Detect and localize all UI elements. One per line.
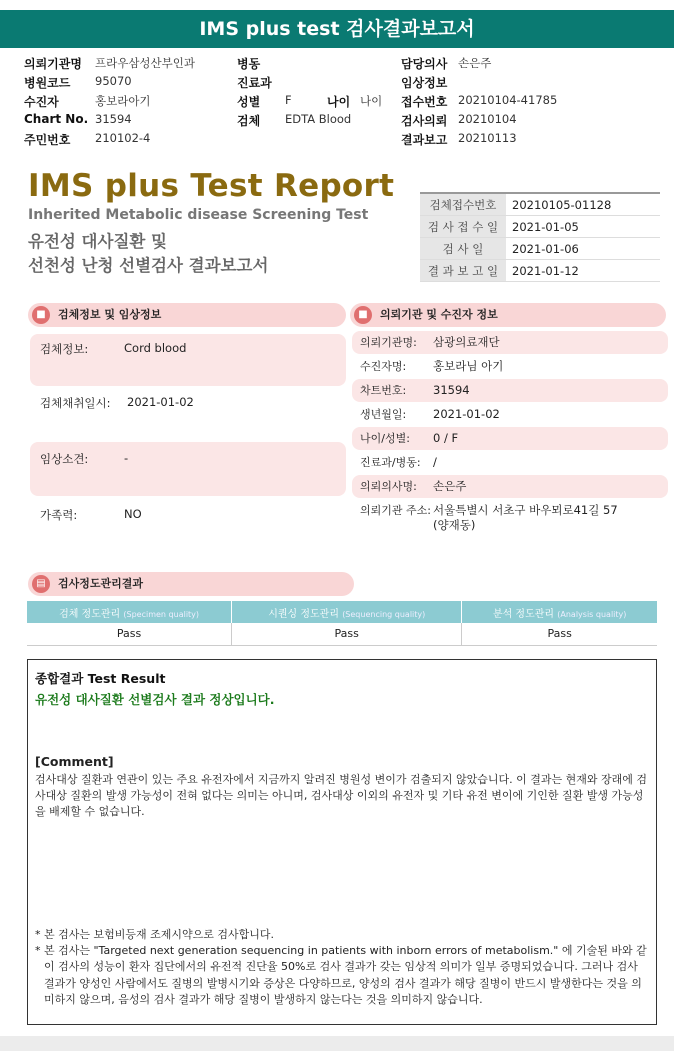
institution-row xyxy=(352,475,668,498)
qc-header-en: (Sequencing quality) xyxy=(342,609,426,619)
address-line-2: (양재동) xyxy=(433,518,476,532)
institution-key: 수진자명: xyxy=(360,360,407,373)
institution-value: 0 / F xyxy=(433,431,459,445)
specimen-section-header xyxy=(28,303,346,327)
institution-row xyxy=(352,331,668,354)
specimen-row xyxy=(30,394,346,424)
sex-value: F xyxy=(285,93,292,107)
resident-no-label: 주민번호 xyxy=(24,133,71,147)
specimen-label: 검체 xyxy=(237,114,261,128)
specimen-value: NO xyxy=(124,507,142,521)
hospital-code-value: 95070 xyxy=(95,74,132,88)
institution-label: 의뢰기관명 xyxy=(24,57,82,71)
address-key: 의뢰기관 주소: xyxy=(360,504,431,517)
institution-value: / xyxy=(433,455,437,469)
infobox-key: 검체접수번호 xyxy=(420,194,506,215)
infobox-row xyxy=(420,260,660,282)
specimen-value: 2021-01-02 xyxy=(127,395,194,409)
institution-key: 생년월일: xyxy=(360,408,407,421)
patient-row-chart xyxy=(24,112,664,131)
qc-result-cell: Pass xyxy=(462,623,657,645)
institution-row xyxy=(352,403,668,426)
patient-row-hospital-code xyxy=(24,74,664,93)
patient-row-id xyxy=(24,131,664,150)
institution-row xyxy=(352,427,668,450)
institution-value: 삼광의료재단 xyxy=(433,335,500,349)
qc-section-title: 검사정도관리결과 xyxy=(58,577,144,590)
institution-value: 2021-01-02 xyxy=(433,407,500,421)
patient-header-grid xyxy=(24,55,664,150)
report-date-value: 20210113 xyxy=(458,131,517,145)
qc-result-row xyxy=(27,623,657,645)
infobox-key: 검 사 접 수 일 xyxy=(420,216,506,237)
doctor-value: 손은주 xyxy=(458,56,492,70)
qc-header-cell xyxy=(462,601,657,623)
specimen-key: 검체채취일시: xyxy=(40,396,111,410)
institution-key: 차트번호: xyxy=(360,384,407,397)
specimen-value: Cord blood xyxy=(124,341,187,355)
institution-row xyxy=(352,379,668,402)
qc-table xyxy=(27,601,657,646)
address-line-1: 서울특별시 서초구 바우뫼로41길 57 xyxy=(433,503,618,517)
institution-key: 나이/성별: xyxy=(360,432,410,445)
infobox-value: 2021-01-12 xyxy=(512,264,579,278)
qc-header-row xyxy=(27,601,657,623)
specimen-info-box xyxy=(420,192,660,282)
specimen-row xyxy=(30,442,346,496)
specimen-key: 가족력: xyxy=(40,508,78,522)
infobox-value: 2021-01-06 xyxy=(512,242,579,256)
infobox-value: 2021-01-05 xyxy=(512,220,579,234)
doctor-label: 담당의사 xyxy=(401,57,448,71)
chart-no-value: 31594 xyxy=(95,112,132,126)
result-title: 종합결과 Test Result xyxy=(35,671,166,686)
institution-value: 손은주 xyxy=(433,479,467,493)
specimen-key: 임상소견: xyxy=(40,452,89,466)
page-bottom-strip xyxy=(0,1036,674,1051)
institution-value: 31594 xyxy=(433,383,470,397)
specimen-value: EDTA Blood xyxy=(285,112,352,126)
note-1: * 본 검사는 보험비등재 조제시약으로 검사합니다. xyxy=(35,928,274,941)
qc-header-ko: 검체 정도관리 xyxy=(59,608,121,620)
request-date-value: 20210104 xyxy=(458,112,517,126)
accession-label: 접수번호 xyxy=(401,95,448,109)
infobox-key: 결 과 보 고 일 xyxy=(420,260,506,281)
qc-result-cell: Pass xyxy=(232,623,462,645)
patient-row-institution xyxy=(24,55,664,74)
hospital-code-label: 병원코드 xyxy=(24,76,71,90)
institution-section-title: 의뢰기관 및 수진자 정보 xyxy=(380,308,498,321)
report-subtitle-en: Inherited Metabolic disease Screening Test xyxy=(28,207,369,223)
note-2: * 본 검사는 "Targeted next generation sequencing in patients with inborn errors of metabolism." 에 기술된 바와 같이 검사의 성능이 환자 집단에서의 유전적 진단율 50%로 검사 결과가 갖는 임상적 의미가 일부 증명되었습니다. 그러나 검사 결과가 양성인 사람에서도 질병의 발병시기와 증상은 다양하므로, 양성의 검사 결과가 해당 질병이 반드시 발생한다는 것을 의미하지 않으며, 음성의 검사 결과가 해당 질병이 발생하지 않는다는 것을 의미하지 않습니다. xyxy=(35,944,647,1006)
report-header-title: IMS plus test 검사결과보고서 xyxy=(0,10,674,48)
specimen-section-title: 검체정보 및 임상정보 xyxy=(58,308,162,321)
patient-value: 홍보라아기 xyxy=(95,94,151,108)
age-label: 나이 xyxy=(327,95,351,109)
institution-key: 의뢰기관명: xyxy=(360,336,417,349)
institution-key: 의뢰의사명: xyxy=(360,480,417,493)
report-subtitle-ko-2: 선천성 난청 선별검사 결과보고서 xyxy=(28,256,269,275)
qc-section-header xyxy=(28,572,354,596)
institution-row xyxy=(352,355,668,378)
institution-address-row xyxy=(352,499,668,539)
report-title: IMS plus Test Report xyxy=(28,168,395,204)
infobox-row xyxy=(420,194,660,216)
qc-header-cell xyxy=(232,601,462,623)
clipboard-icon: ▤ xyxy=(32,575,50,593)
age-value: 나이 xyxy=(360,94,383,108)
lock-icon: ■ xyxy=(354,306,372,324)
institution-value: 홍보라님 아기 xyxy=(433,359,504,373)
request-date-label: 검사의뢰 xyxy=(401,114,448,128)
comment-text: 검사대상 질환과 연관이 있는 주요 유전자에서 지금까지 알려진 병원성 변이가 검출되지 않았습니다. 이 결과는 현재와 장래에 검사대상 질환의 발생 가능성이 전혀 없다는 의미는 아니며, 검사대상 이외의 유전자 및 기타 유전 변이에 기인한 질환 발생 가능성을 배제할 수 없습니다. xyxy=(35,773,647,818)
qc-header-ko: 분석 정도관리 xyxy=(492,608,555,620)
qc-header-ko: 시퀀싱 정도관리 xyxy=(268,608,339,620)
institution-section-header xyxy=(350,303,666,327)
infobox-row xyxy=(420,238,660,260)
institution-value: 프라우삼성산부인과 xyxy=(95,56,195,70)
result-summary: 유전성 대사질환 선별검사 결과 정상입니다. xyxy=(35,692,275,707)
specimen-key: 검체정보: xyxy=(40,342,89,356)
report-date-label: 결과보고 xyxy=(401,133,448,147)
institution-row xyxy=(352,451,668,474)
chart-no-label: Chart No. xyxy=(24,112,89,126)
resident-no-value: 210102-4 xyxy=(95,131,151,145)
specimen-value: - xyxy=(124,451,129,465)
clinical-info-label: 임상정보 xyxy=(401,76,448,90)
department-label: 진료과 xyxy=(237,76,272,90)
specimen-row xyxy=(30,506,346,530)
infobox-value: 20210105-01128 xyxy=(512,198,612,212)
sex-label: 성별 xyxy=(237,95,261,109)
patient-row-patient xyxy=(24,93,664,112)
test-result-box xyxy=(27,659,657,1025)
report-subtitle-ko-1: 유전성 대사질환 및 xyxy=(28,232,168,251)
patient-label: 수진자 xyxy=(24,95,59,109)
accession-value: 20210104-41785 xyxy=(458,93,558,107)
institution-key: 진료과/병동: xyxy=(360,456,421,469)
ward-label: 병동 xyxy=(237,57,261,71)
qc-header-en: (Analysis quality) xyxy=(557,609,627,619)
infobox-row xyxy=(420,216,660,238)
lock-icon: ■ xyxy=(32,306,50,324)
qc-header-cell xyxy=(27,601,232,623)
comment-heading: [Comment] xyxy=(35,754,114,769)
infobox-key: 검 사 일 xyxy=(420,238,506,259)
qc-result-cell: Pass xyxy=(27,623,232,645)
qc-header-en: (Specimen quality) xyxy=(123,609,200,619)
specimen-row xyxy=(30,334,346,386)
